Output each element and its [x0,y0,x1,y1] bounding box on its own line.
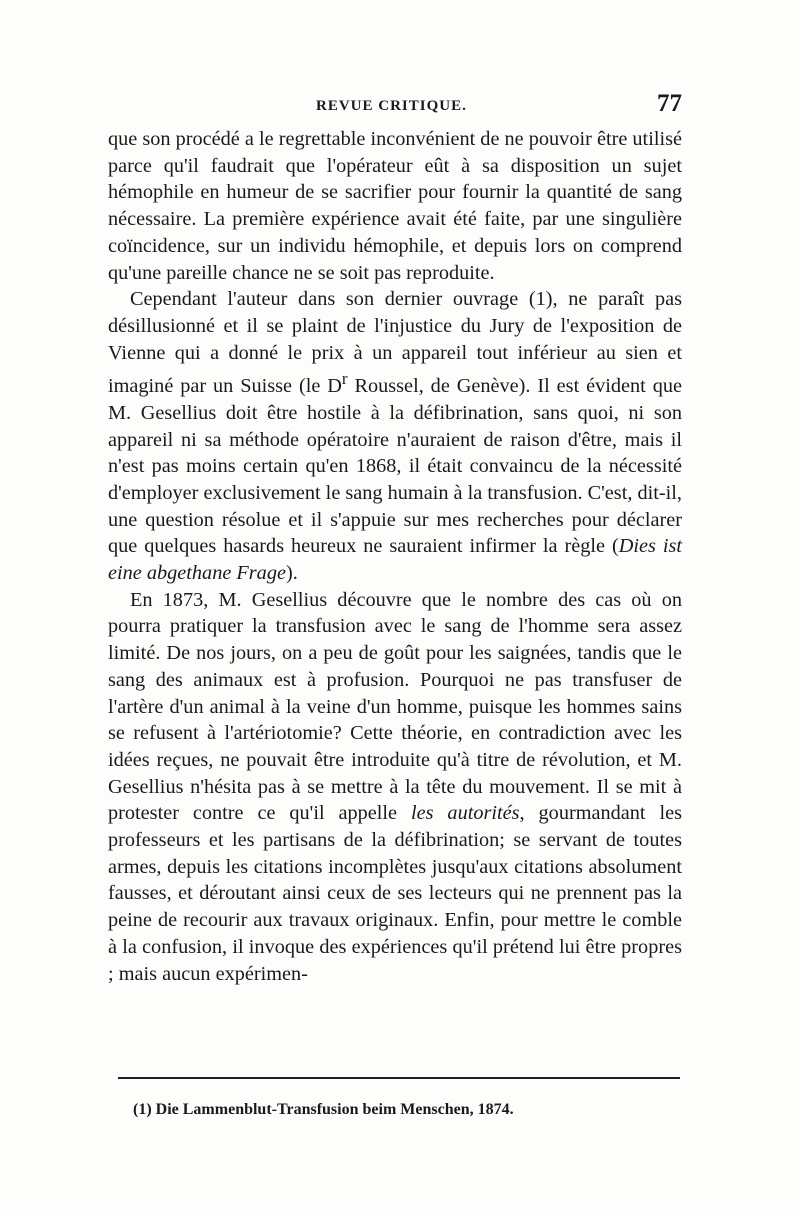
page-number: 77 [657,90,682,117]
german-quote: Dies ist eine abgethane Frage [108,535,682,585]
paragraph-2-text-a: Cependant l'auteur dans son dernier ouvrage (1), ne paraît pas désillusionné et il se plaint de l'injustice du Jury de l'exposition de Vienne qui a donné le prix à un appareil tout inférieur au sien et imaginé par un Suisse (le D [108,288,682,398]
paragraph-3-text-b: , gourmandant les professeurs et les partisans de la défibrination; se servant de toutes armes, depuis les citations incomplètes jusqu'aux citations absolument fausses, et déroutant ainsi ceux de ses lecteurs qui ne prennent pas la peine de recourir aux travaux originaux. Enfin, pour mettre le comble à la confusion, il invoque des expériences qu'il prétend lui être propres ; mais aucun expérimen- [108,802,682,985]
running-title: REVUE CRITIQUE. [316,98,467,114]
paragraph-2-text-b: Roussel, de Genève). Il est évident que M. Gesellius doit être hostile à la défibrination, sans quoi, ni son appareil ni sa méthode opératoire n'auraient de raison d'être, mais il n'est pas moins certain qu'en 1868, il était convaincu de la nécessité d'employer exclusivement le sang humain à la transfusion. C'est, dit-il, une question résolue et il s'appuie sur mes recherches pour déclarer que quelques hasards heureux ne sauraient infirmer la règle ( [108,375,682,558]
doctor-superscript: r [341,369,348,389]
paragraph-2-text-c: ). [285,562,298,585]
paragraph-2 [108,286,682,587]
running-head [108,90,682,124]
paragraph-1 [108,126,682,286]
italic-term: les autorités [410,802,520,825]
paragraph-3 [108,587,682,988]
paragraph-3-text-a: En 1873, M. Gesellius découvre que le nombre des cas où on pourra pratiquer la transfusion avec le sang de l'homme sera assez limité. De nos jours, on a peu de goût pour les saignées, tandis que le sang des animaux est à profusion. Pourquoi ne pas transfuser de l'artère d'un animal à la veine d'un homme, puisque les hommes sains se refusent à l'artériotomie? Cette théorie, en contradiction avec les idées reçues, ne pouvait être introduite qu'à titre de révolution, et M. Gesellius n'hésita pas à se mettre à la tête du mouvement. Il se mit à protester contre ce qu'il appelle [108,588,682,825]
paragraph-1-text: que son procédé a le regrettable inconvénient de ne pouvoir être utilisé parce qu'il faudrait que l'opérateur eût à sa disposition un sujet hémophile en humeur de se sacrifier pour fournir la quantité de sang nécessaire. La première expérience avait été faite, par une singulière coïncidence, sur un individu hémophile, et depuis lors on comprend qu'une pareille chance ne se soit pas reproduite. [108,128,682,284]
footnote-rule [118,1077,680,1079]
body-text [108,126,682,987]
footnote: (1) Die Lammenblut-Transfusion beim Menschen, 1874. [133,1101,514,1118]
